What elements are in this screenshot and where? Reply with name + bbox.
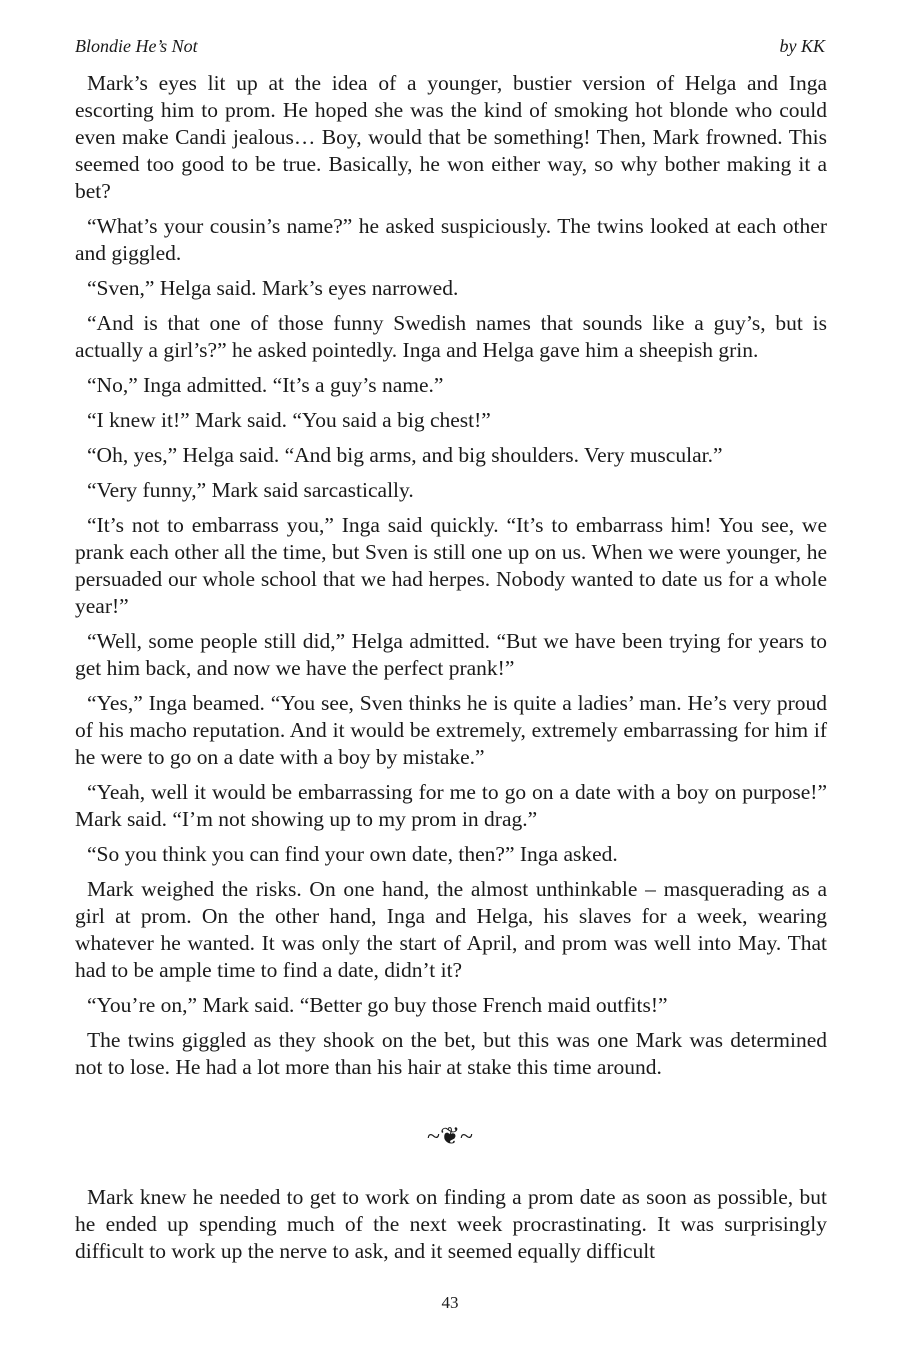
paragraph: “And is that one of those funny Swedish names that sounds like a guy’s, but is actually a girl’s?” he asked pointedly. Inga and Helga gave him a sheepish grin. bbox=[75, 311, 827, 362]
paragraph: “So you think you can find your own date, then?” Inga asked. bbox=[87, 842, 618, 866]
paragraph: “No,” Inga admitted. “It’s a guy’s name.” bbox=[87, 373, 444, 397]
paragraph: “Yes,” Inga beamed. “You see, Sven thinks he is quite a ladies’ man. He’s very proud of his macho reputation. And it would be extremely, extremely embarrassing for him if he were to go on a date with a boy by mistake.” bbox=[75, 691, 827, 769]
paragraph: Mark knew he needed to get to work on finding a prom date as soon as possible, but he ended up spending much of the next week procrastinating. It was surprisingly difficult to work up the nerve to ask, and it seemed equally difficult bbox=[75, 1185, 827, 1263]
author-name: by KK bbox=[779, 36, 825, 56]
main-text bbox=[75, 70, 827, 1089]
paragraph: “Very funny,” Mark said sarcastically. bbox=[87, 478, 414, 502]
paragraph: Mark weighed the risks. On one hand, the almost unthinkable – masquerading as a girl at prom. On the other hand, Inga and Helga, his slaves for a week, wearing whatever he wanted. It was only the start of April, and prom was well into May. That had to be ample time to find a date, didn’t it? bbox=[75, 877, 827, 982]
section-continuation bbox=[75, 1184, 827, 1265]
paragraph: “Well, some people still did,” Helga admitted. “But we have been trying for years to get him back, and now we have the perfect prank!” bbox=[75, 629, 827, 680]
paragraph: “Yeah, well it would be embarrassing for me to go on a date with a boy on purpose!” Mark said. “I’m not showing up to my prom in drag.” bbox=[75, 780, 827, 831]
paragraph: “Oh, yes,” Helga said. “And big arms, and big shoulders. Very muscular.” bbox=[87, 443, 723, 467]
paragraph: “Sven,” Helga said. Mark’s eyes narrowed. bbox=[87, 276, 459, 300]
page-number: 43 bbox=[441, 1293, 459, 1312]
paragraph: “What’s your cousin’s name?” he asked suspiciously. The twins looked at each other and giggled. bbox=[75, 214, 827, 265]
paragraph: “You’re on,” Mark said. “Better go buy those French maid outfits!” bbox=[87, 993, 668, 1017]
section-break-ornament-icon: ~❦~ bbox=[426, 1124, 474, 1150]
paragraph: Mark’s eyes lit up at the idea of a younger, bustier version of Helga and Inga escorting him to prom. He hoped she was the kind of smoking hot blonde who could even make Candi jealous… Boy, would that be something! Then, Mark frowned. This seemed too good to be true. Basically, he won either way, so why bother making it a bet? bbox=[75, 71, 827, 203]
paragraph: “I knew it!” Mark said. “You said a big chest!” bbox=[87, 408, 491, 432]
book-title: Blondie He’s Not bbox=[75, 36, 198, 56]
paragraph: “It’s not to embarrass you,” Inga said quickly. “It’s to embarrass him! You see, we prank each other all the time, but Sven is still one up on us. When we were younger, he persuaded our whole school that we had herpes. Nobody wanted to date us for a whole year!” bbox=[75, 513, 827, 618]
paragraph: The twins giggled as they shook on the bet, but this was one Mark was determined not to lose. He had a lot more than his hair at stake this time around. bbox=[75, 1028, 827, 1079]
